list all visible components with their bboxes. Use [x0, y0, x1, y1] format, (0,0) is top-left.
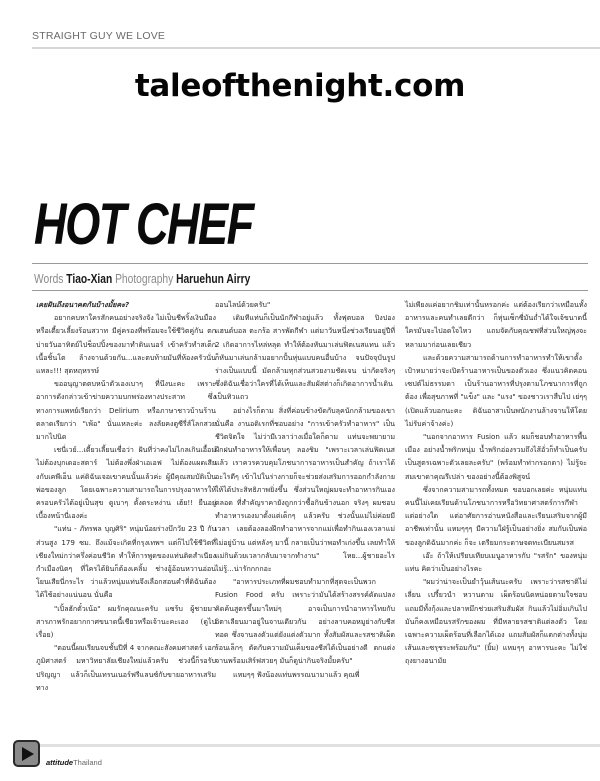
- paragraph: "แท่น - ภัทรพล บุญศิริ" หนุ่มน้อยร่างบึกวัย 23 ปี กับส่วนสูง 179 ซม. ถึงแม้จะเกิดที่กรุงเทพฯ แต่ก็ไปใช้ชีวิตที่เชียงใหม่กว่าครึ่งค่อนชีวิต ทำให้การพูดของแท่นติดสำเนียงกำเมืองนิดๆ ที่ใครได้ยินก็ต้องเคลิ้ม ช่างอู้อ้อนหวานอ่อนโยนเสียนี่กระไร ว่าแล้วหนุ่มแท่นจึงเลือกสอนคำที่ดิฉันต้องได้ใช้อย่างแน่นอน นั่นคือ: [36, 524, 216, 600]
- paragraph: ไม่เพียงแค่อยากชิมเท่านั้นหรอกค่ะ แต่ต้องเรียกว่าเหมือนทั้งอาหารและคนทำเลยดีกว่า ก็หุ่นเซ็กซี่มันถ่ำได้ใจเจ้ขนาดนี้ใครมันจะไปอดใจไหว แถมจัดกับคุณชฟที่ส่วนใหญ่พุงจะหลามมาก่อนเลยเชียว: [405, 300, 587, 349]
- paragraph: ขออนุญาตตบหน้าตัวเองเบาๆ ที่นึงนะคะ เพราะอาการดังกล่าวเข้าข่ายความบกพร่องทางประสาท ซึ่งทางการแพทย์เรียกว่า Delirium หรือภาษาชาวบ้านร้านตลาดเรียกว่า "เพ้อ" นั่นแหละค่ะ ลงลัยคงดูซีรี่ส์โลกสวยมากไปนิด: [36, 379, 216, 442]
- paragraph: "ผมว่าน่าจะเป็นยำวุ้นเส้นนะครับ เพราะว่ารสชาติไม่เลี่ยน เปรี้ยวนำ หวานตาม เผ็ดร้อนนิดหน่อยตามใจชอบ แถมมีทั้งกุ้งและปลาหมึกช่วยเสริมสัมผัส กินแล้วไม่อิ่มเกินไป มันก็คงเหมือนรสรักของผม ที่มีหลายรสชาติแต่ลงตัว โดยเฉพาะความเผ็ดร้อนที่เลือกได้เอง แถมสัมผัสก็แตกต่างทั้งนุ่มเส้นและซรุชระพร้อมกัน" (ยิ้ม) แหมๆๆ อาหารนะคะ ไม่ใช่ถุงยางอนามัย: [405, 577, 587, 666]
- watermark: taleofthenight.com: [134, 68, 466, 104]
- paragraph: อย่างไรก็ตาม สิ่งที่ค่อนข้างขัดกับลุคนักกล้ามของเขานั่นคือ งานอดิเรกที่ชอบอย่าง "การเข้าครัวทำอาหาร" เป็นชีวิตจิตใจ ไม่ว่ามีเวลาว่างเมื่อใดก็ตาม แท่นจะพยายามฝึกฝนทำอาหารให้เพื่อนๆ ลองชิม "เพราะเวลาเล่นฟิตเนสแล้ว เราควรควบคุมโภชนาการอาหารเป็นสำคัญ ถ้าเราได้อะไรดีๆ เข้าไปในร่างกายก็จะช่วยส่งเสริมการออกกำลังกายให้ได้ประสิทธิภาพยิ่งขึ้น ซึ่งส่วนใหญ่ผมจะทำอาหารกินเองตลอด ที่สำคัญราคายังถูกกว่าซื้อกินข้างนอก จริงๆ ผมชอบทำอาหารเองมาตั้งแต่เด็กๆ แล้วครับ ช่วงนั้นแม่ไม่ค่อยมีเวลา เลยต้องลองฝึกทำอาหารจากแม่เพื่อทำกินเองเวลาแม่ไม่อยู่บ้าน แต่หลังๆ มานี้ กลายเป็นว่าพอทำเก่งขึ้น เลยทำให้แม่กินด้วยเวลากลับมาจากทำงาน" โหย...ผู้ชายอะไรไม่รู้...น่ารักกกกอะ: [215, 405, 395, 574]
- paragraph: เอ๊ะ ถ้าให้เปรียบเทียบเมนูอาหารกับ "รสรัก" ของหนุ่มแท่น คิดว่าเป็นอย่างไรคะ: [405, 550, 587, 574]
- article-column-1: [36, 298, 216, 694]
- top-divider: [32, 47, 600, 49]
- writer-name: Tiao-Xian: [66, 272, 113, 286]
- paragraph: "อาหารประเภทที่ผมชอบทำมากที่สุดจะเป็นพวก Fusion Food ครับ เพราะว่ามันได้สร้างสรรค์ดัดแปลง คิดค้นสูตรขึ้นมาใหม่ๆ อาจเป็นการนำอาหารไทยกับอิตาเลียนมาอยู่ในจานเดียวกัน อย่างลาบคอหมูย่างกับชีสทอด ซึ่งจานลงตัวแต่ยังแต่งตัวมาก ทั้งสัมผัสและรสชาติเผ็ดร้อนเล็กๆ ตัดกับความมันเค็มของชีสได้เป็นอย่างดี ตกแต่งจานพร้อมเสิร์ฟสวยๆ มันก็ดูน่ากินจริงมั้ยครับ": [215, 577, 395, 666]
- bottom-divider: [38, 744, 600, 747]
- byline: [34, 272, 250, 286]
- paragraph: ซึ่งจากความสามารถทั้งหมด ขอบอกเลยค่ะ หนุ่มแท่นคนนี้ไม่เคยเรียนด้านโภชนาการหรือวิทยาศาสตร์การกีฬาแต่อย่างใด แต่อาศัยการอ่านหนังสือและเรียนเสริมจากผู้มีอาชีพเท่านั้น แหมๆๆๆ มีความใฝ่รู้เป็นอย่างยิ่ง สมกับเป็นพ่อของลูกดิฉันมากค่ะ ก็จะ เตรียมกระดาษจดทะเบียนสมรส: [405, 484, 587, 547]
- brand-rest: Thailand: [73, 758, 102, 767]
- paragraph: เดิมทีแท่นก็เป็นนักกีฬาอยู่แล้ว ทั้งฟุตบอล ปิงปอง แฮนด์บอล ตะกร้อ สารพัดกีฬา แต่มาวันหนึ่งช่วงเรียนอยู่ปีที่ 2 เกิดอาการไหล่หลุด ทำให้ต้องหันมาเล่นฟิตเนสแทน แล้วก็หันมาเล่นกล้ามอยากปั้นหุ่นแบบคนอื่นบ้าง จนปัจจุบันรูปร่างเป็นแบบนี้ มัดกล้ามทุกส่วนสวยงามชัดเจน น่ากัดจริงๆ ซึ่งดิฉันเชื่อว่าใครที่ได้เห็นและสัมผัสต่างก็เกิดอาการน้ำเดินเป็นทิวแถว: [215, 313, 395, 402]
- paragraph: "เปิ้ลฮักตั๋วเน้อ" ผมรักคุณนะครับ แซร้บ ผู้ชายมาสารภาพรักอยากกาศขนาดนี้เชียวหรือเจ้านะคะเอง (ดูไปเรื่อย): [36, 603, 216, 640]
- paragraph: "นอกจากอาหาร Fusion แล้ว ผมก็ชอบทำอาหารพื้นเมือง อย่างน้ำพริกหนุ่ม น้ำพริกอ่องรวมถึงไส้อั่วก็ทำเป็นครับ เป็นสูตรเฉพาะตัวเลยละครับ" (พร้อมทำท่ากรอกตา) ไม่รู้จะสมเขาดาคุณรีเปล่า ของอย่างนี้ต้องพิสูจน์: [405, 432, 587, 481]
- title-divider: [32, 263, 588, 264]
- paragraph: อยากคบหาใครสักคนอย่างจริงจัง ไม่เป็นชีพริ้งเงินมือง หรือเตี้ยวเลี้ยงร้อนสวาท มีคู่ครองที่พร้อมจะใช้ชีวิตคู่กัน ตกบ่ายวันอาทิตย์ไปช็อปปิ้งของมาทำดินเนอร์ เข้าครัวทำสเต็กเนื้อชิ้นโต ล้างจานด้วยกัน...และตบท้ายมันที่ห้องครัวนั่นแหละ!!! สุดหฤหรรษ์: [36, 313, 216, 376]
- brand-bold: attitude: [46, 758, 74, 767]
- words-label: Words: [34, 272, 64, 286]
- article-column-2: [215, 298, 395, 681]
- photo-label: Photography: [115, 272, 174, 286]
- paragraph: เชนี่เวย์...เตี้ยวเลี้ยนเชื่อว่า ฝันที่ว่าคงไม่ไกลเกินเอื้อม ไม่ต้องบุกเดอะสตาร์ ไม่ต้องพึ่งฝ่าเอเอฟ ไม่ต้องแผดเสียงกับเคพีเอ็น แค่ดิฉันเจอเขาคนนั้นแล้วค่ะ ผู้มีคุณสมบัติเป็นพ่อของลูก โดยเฉพาะความสามารถในการปรุงอาหารให้ครอบครัวได้อยู่เป็นสุข ดูเบาๆ ตั้งตระหง่าน เฮ้ย!! ยืนอยู่เบื้องหน้านี่เองค่ะ: [36, 445, 216, 521]
- paragraph: แหมๆๆ ฟังน้องแท่นพรรณนามาแล้ว คุณพี่: [233, 669, 360, 679]
- article-title: HOT CHEF: [34, 192, 253, 257]
- play-icon: [19, 746, 35, 762]
- photographer-name: Haruehun Airry: [176, 272, 251, 286]
- footer-brand: [46, 758, 102, 767]
- byline-divider: [32, 290, 588, 291]
- paragraph: และด้วยความสามารถด้านการทำอาหารทำให้เขาตั้งเป้าหมายว่าจะเปิดร้านอาหารเป็นของตัวเอง ซึ่งแนวคิดคอนเซปต์ไม่ธรรมดา เป็นร้านอาหารที่ปรุงตามโภชนาการที่ถูกต้อง เพื่อสุขภาพที่ "แข็ง" และ "แรง" ของชาวเราสืบไป เย่ๆๆ (เปิดแล้วบอกนะคะ ดิฉันอาสาเป็นพนักงานล้างจานให้โดยไม่รับค่าจ้างค่ะ): [405, 352, 587, 428]
- article-column-3: [405, 298, 587, 668]
- paragraph: ออนไลน์ด้วยครับ": [215, 300, 271, 309]
- paragraph: "ตอนนี้ผมเรียนจบชั้นปีที่ 4 จากคณะสังคมศาสตร์ เอกภูมิศาสตร์ มหาวิทยาลัยเชียงใหม่แล้วครับ ช่วงนี้ก็รอรับปริญญา แล้วก็เป็นเทรนเนอร์ฟรีแลนซ์กับขายอาหารเสริมทาง: [36, 643, 216, 692]
- section-label: STRAIGHT GUY WE LOVE: [32, 30, 166, 42]
- lead-question: เคยฝันถึงอนาคตกันบ้างมั้ยคะ?: [36, 300, 130, 309]
- play-button[interactable]: [13, 740, 40, 767]
